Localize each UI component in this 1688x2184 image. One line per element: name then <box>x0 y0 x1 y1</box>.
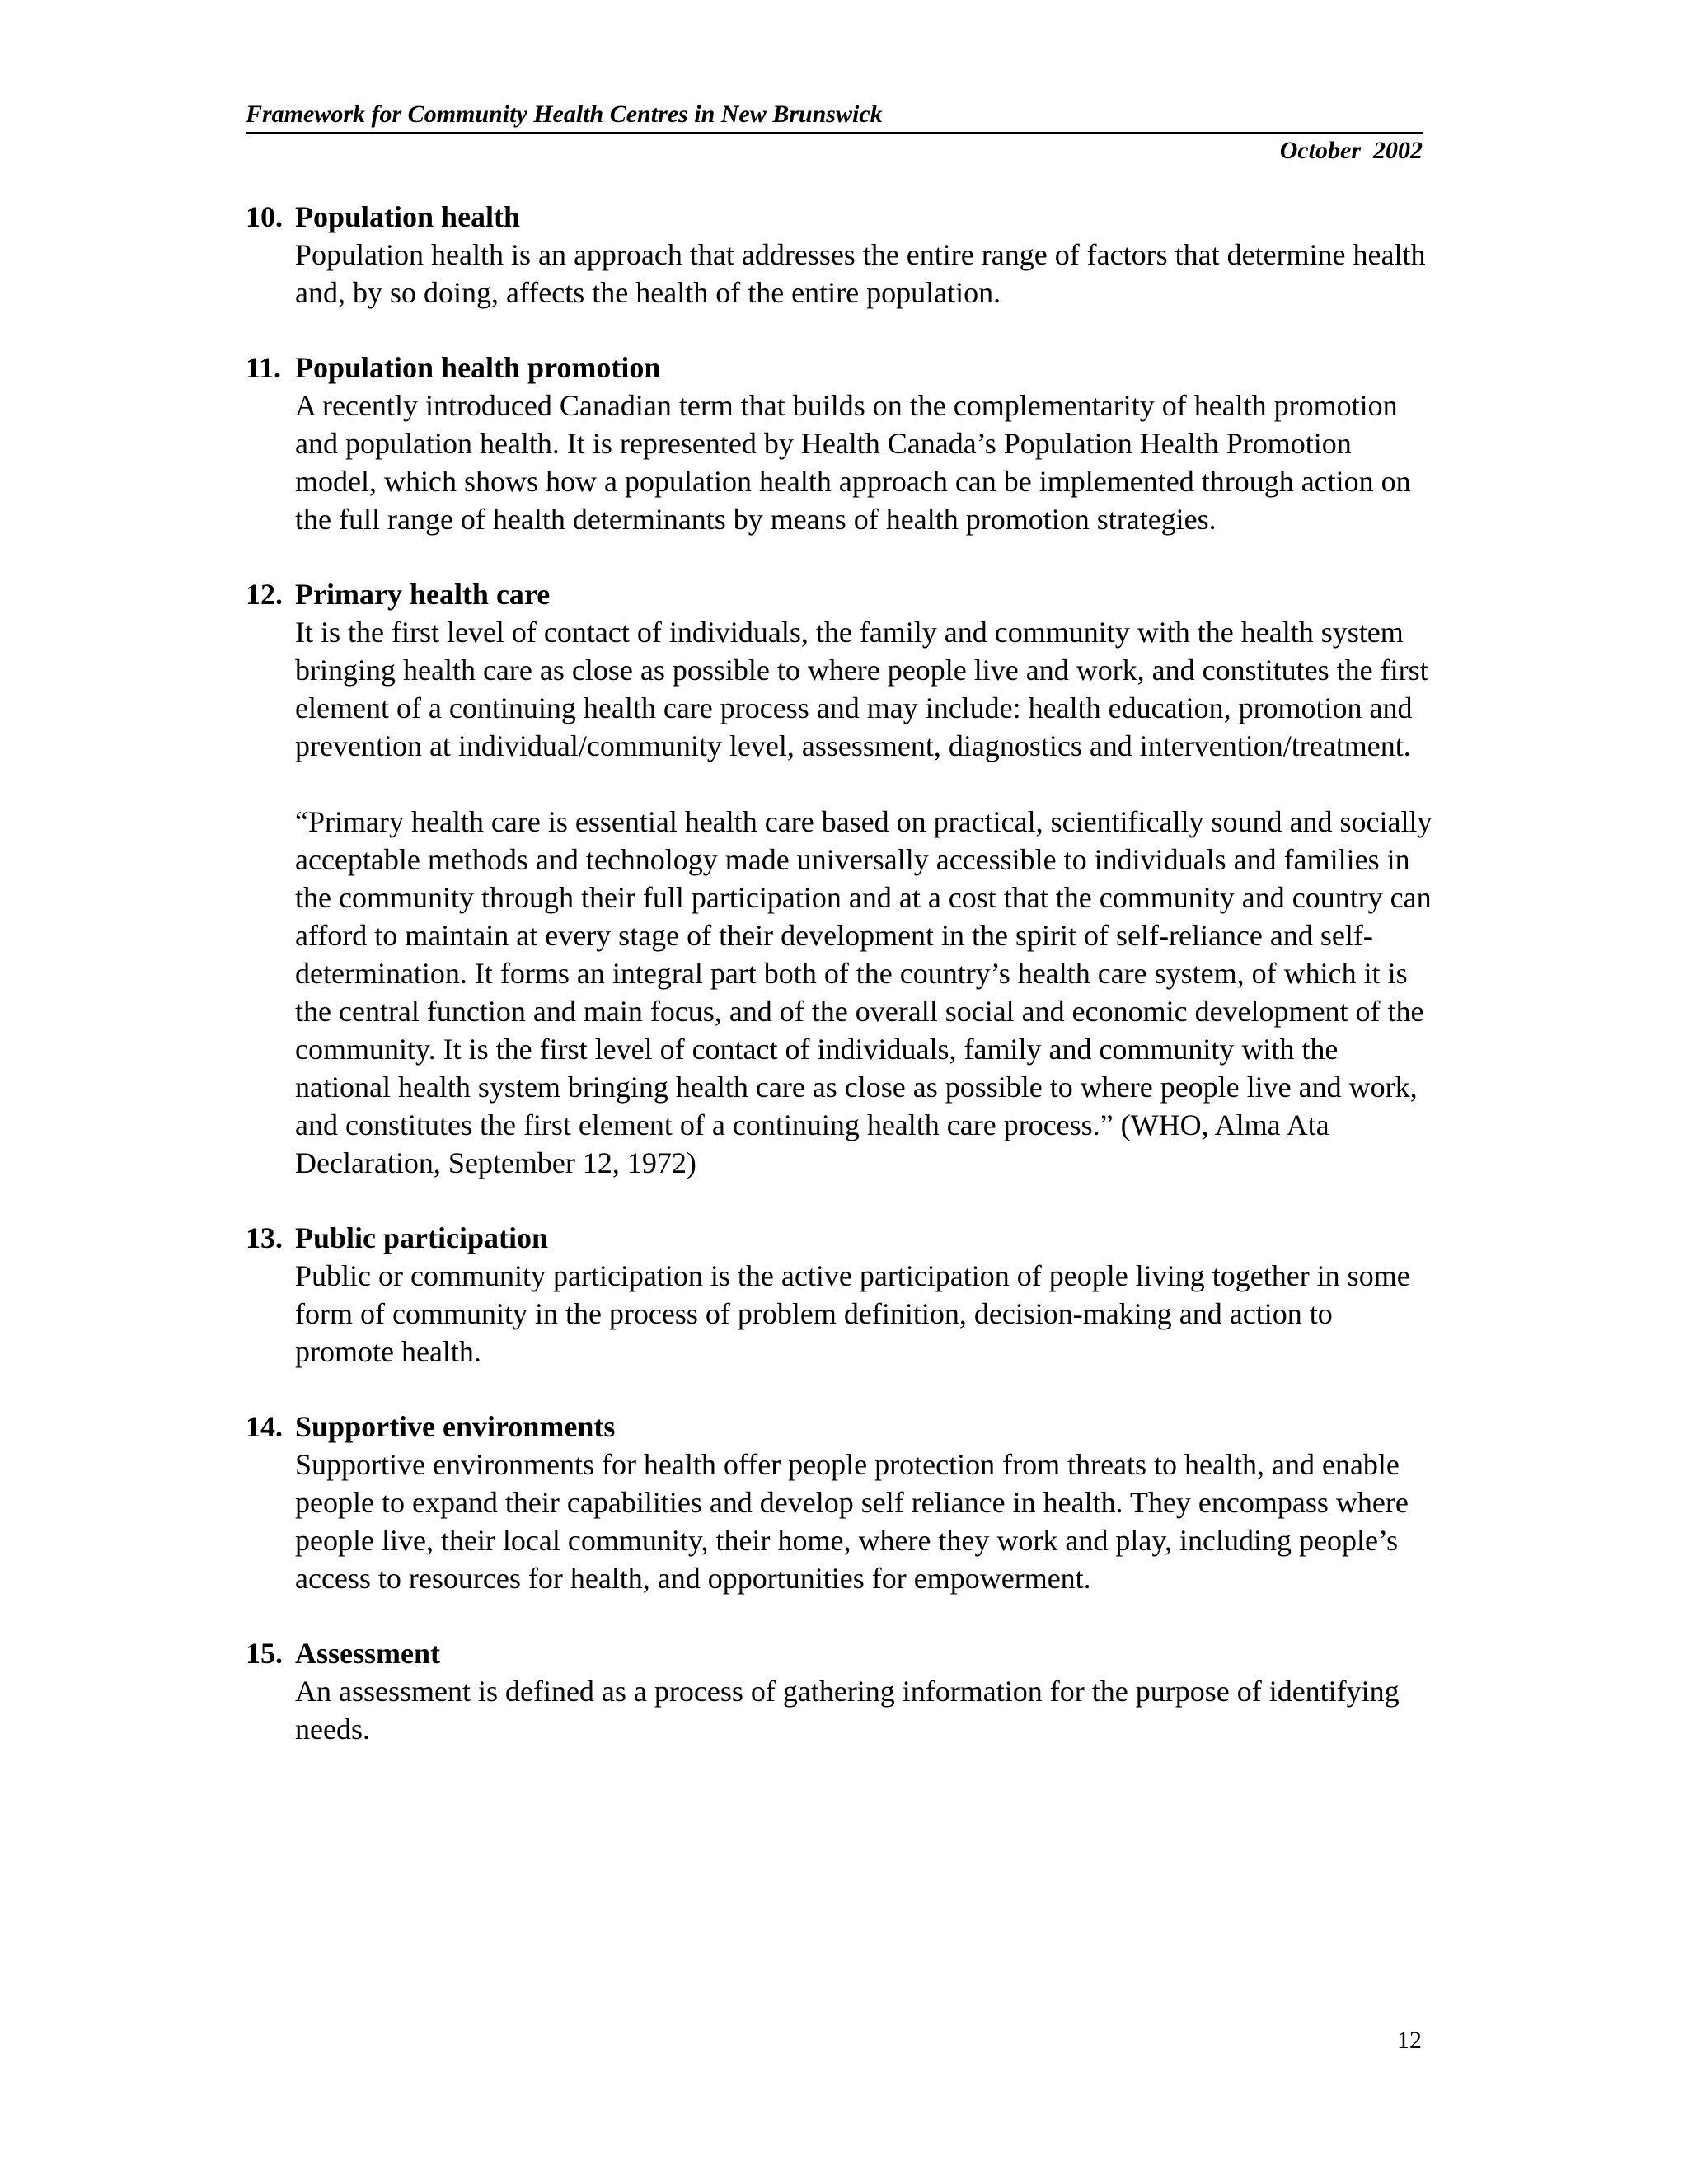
term-quotation: “Primary health care is essential health care based on practical, scientifically sound and socially acceptable methods and technology made universally accessible to individuals and families in the community through their full participation and at a cost that the community and country can afford to maintain at every stage of their development in the spirit of self-reliance and self-determination. It forms an integral part both of the country’s health care system, of which it is the central function and main focus, and of the overall social and economic development of the community. It is the first level of contact of individuals, family and community with the national health system bringing health care as close as possible to where people live and work, and constitutes the first element of a continuing health care process.” (WHO, Alma Ata Declaration, September 12, 1972) <box>295 805 1432 1179</box>
term-heading <box>246 198 1432 236</box>
term-13 <box>246 1219 1432 1371</box>
term-12 <box>246 575 1432 1182</box>
glossary-content <box>246 198 1432 1785</box>
term-number: 10. <box>246 200 283 233</box>
term-title: Assessment <box>295 1637 440 1670</box>
term-heading <box>246 349 1432 387</box>
term-title: Public participation <box>295 1221 549 1254</box>
term-10 <box>246 198 1432 312</box>
page-number: 12 <box>1397 2027 1422 2054</box>
term-number: 14. <box>246 1410 283 1443</box>
term-heading <box>246 1219 1432 1257</box>
term-number: 15. <box>246 1637 283 1670</box>
term-number: 13. <box>246 1221 283 1254</box>
document-date: October 2002 <box>1279 137 1423 164</box>
term-title: Population health <box>295 200 521 233</box>
page-header <box>246 99 1423 167</box>
term-heading <box>246 1408 1432 1446</box>
term-definition: A recently introduced Canadian term that builds on the complementarity of health promotion and population health. It is represented by Health Canada’s Population Health Promotion model, which shows how a population health approach can be implemented through action on the full range of health determinants by means of health promotion strategies. <box>295 389 1411 536</box>
term-title: Primary health care <box>295 578 551 611</box>
term-14 <box>246 1408 1432 1597</box>
term-15 <box>246 1634 1432 1748</box>
term-definition: Supportive environments for health offer people protection from threats to health, and enable people to expand their capabilities and develop self reliance in health. They encompass where people live, their local community, their home, where they work and play, including people’s access to resources for health, and opportunities for empowerment. <box>295 1448 1409 1595</box>
term-11 <box>246 349 1432 538</box>
term-definition: It is the first level of contact of individuals, the family and community with the health system bringing health care as close as possible to where people live and work, and constitutes the first element of a continuing health care process and may include: health education, promotion and prevention at individual/community level, assessment, diagnostics and intervention/treatment. <box>295 616 1428 762</box>
term-number: 12. <box>246 578 283 611</box>
term-title: Supportive environments <box>295 1410 616 1443</box>
term-definition: Public or community participation is the active participation of people living together in some form of community in the process of problem definition, decision-making and action to promote health. <box>295 1259 1410 1368</box>
term-definition: An assessment is defined as a process of gathering information for the purpose of identifying needs. <box>295 1675 1400 1746</box>
term-number: 11. <box>246 351 282 384</box>
document-title: Framework for Community Health Centres in New Brunswick <box>246 101 883 128</box>
term-title: Population health promotion <box>295 351 661 384</box>
term-definition: Population health is an approach that addresses the entire range of factors that determine health and, by so doing, affects the health of the entire population. <box>295 238 1426 309</box>
term-heading <box>246 1634 1432 1672</box>
term-heading <box>246 575 1432 613</box>
